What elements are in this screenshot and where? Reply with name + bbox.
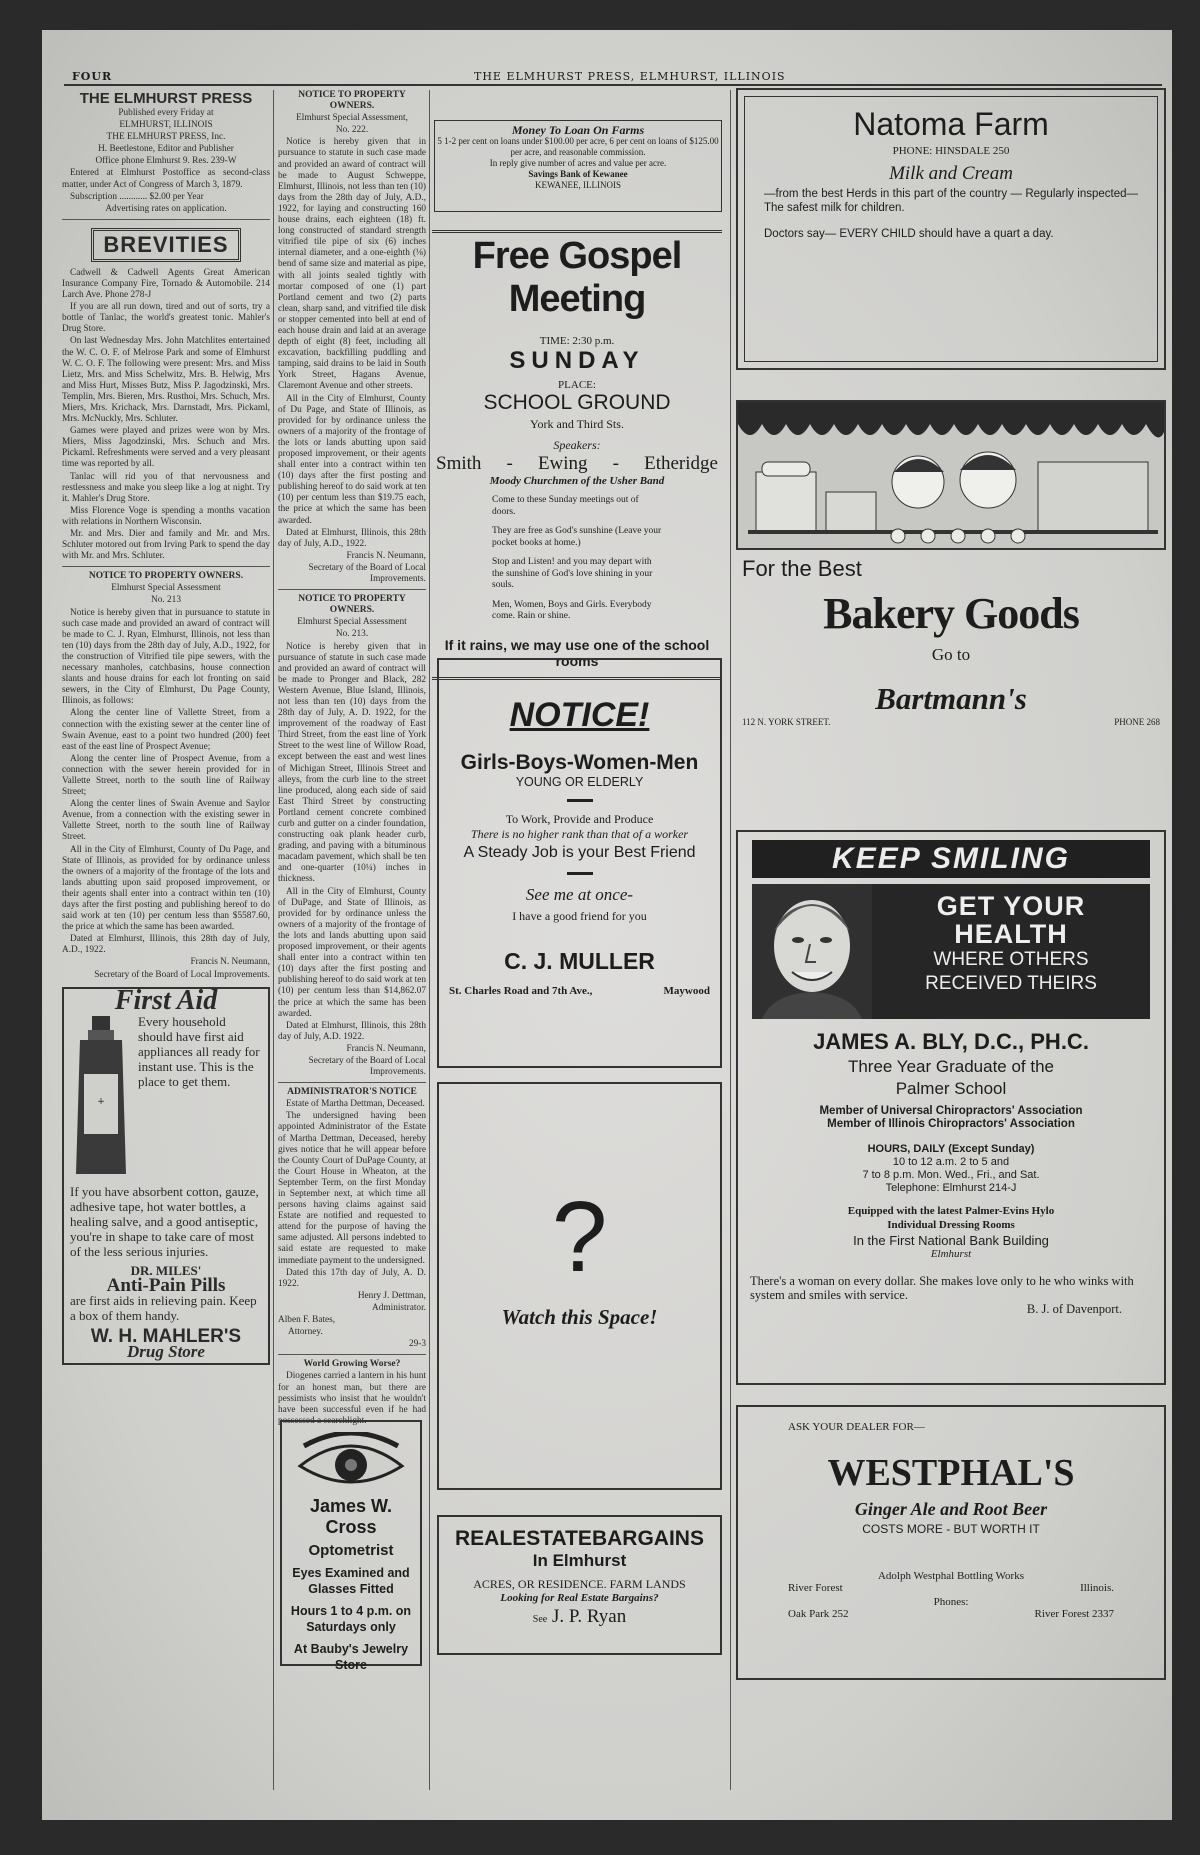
title-word: ESTATE [512, 1527, 592, 1550]
notice-paragraph: Along the center line of Prospect Avenue, from a connection with the sewer herein provided for in Vallette Street, north to the south line of Railway Street; [62, 753, 270, 798]
speakers-label: Speakers: [553, 438, 601, 452]
column-1 [62, 90, 270, 1800]
divider [62, 219, 270, 220]
notice-signature-title: Secretary of the Board of Local Improvements. [308, 562, 426, 585]
notice-code: 29-3 [408, 1339, 426, 1350]
bakery-phone: PHONE 268 [1114, 717, 1160, 727]
page-header [64, 68, 1162, 86]
ad-text: There is no higher rank than that of a worker [470, 827, 689, 841]
ad-text: Stop and Listen! and you may depart with the sunshine of God's love shining in your souls. [492, 557, 653, 590]
attorney-name: Alben F. Bates, [278, 1315, 336, 1326]
ad-location: In Elmhurst [532, 1551, 627, 1570]
divider [432, 230, 722, 233]
notice-subtitle: Elmhurst Special Assessment [111, 583, 221, 594]
address-street: St. Charles Road and 7th Ave., [449, 985, 593, 997]
meeting-place: SCHOOL GROUND [483, 391, 671, 414]
bakery-ad [736, 400, 1166, 795]
speakers-list [432, 453, 722, 475]
rain-note: If it rains, we may use one of the school rooms [444, 636, 710, 669]
quote-author: B. J. of Davenport. [1026, 1302, 1122, 1316]
ad-text: —from the best Herds in this part of the country — Regularly inspected— The safest milk for children. [764, 188, 1138, 214]
notice-paragraph: All in the City of Elmhurst, County of Du Page, and State of Illinois, as provided for by ordinance unless the owners of a majority of the frontage of the lots and lands abutting upon said proposed improvement, or their agents shall enter into a contract within ten (10) days after the first posting and publishing hereof to do said work at ten (10) per centum less than $5587.60, the price at which the same has been awarded. [62, 844, 270, 933]
divider [278, 589, 426, 590]
company-location [738, 1582, 1164, 1594]
ad-text: In reply give number of acres and value per acre. [489, 158, 667, 168]
advertiser-address [439, 985, 720, 997]
notice-paragraph: Notice is hereby given that in pursuance to statute in such case made and provided an award of contract will be made to August Schweppe, Elmhurst, Illinois, not less than ten (10) days from the 28th day of July, A.D., 1922, for laying and constructing 160 house drains, each eighteen (18) ft. long constructed of standard strength vitrified tile pipe of six (6) inches internal diameter, and a one-eighth (⅛) bend of same size and material as pipe, with all joints sealed tightly with mortar composed of one (1) part Portland cement and two (2) parts clean, sharp sand, and vitrified tile disk or stopper cemented into bell at end of each house drain and laid at an average depth of eight (8) feet, including all excavation, backfilling puddling and tamping, said drains to be laid in South York Street, Hagans Avenue, Claremont Avenue and other streets. [278, 137, 426, 392]
pub-line: Published every Friday at [118, 108, 214, 118]
notice-number: No. 213. [335, 629, 369, 640]
notice-paragraph: All in the City of Elmhurst, County of Du Page, and State of Illinois, as provided for by ordinance unless the owners of a majority of the frontage of the lots or lands abutting upon said proposed improvement, or their agents shall enter into a contract within ten (10) days after the first posting and publishing hereof to do said work at ten (10) per centum less than $19.75 each, the price at which the same has been awarded. [278, 393, 426, 526]
farm-loan-ad [434, 120, 722, 212]
shop-window-icon [738, 402, 1164, 548]
location-line: At Bauby's Jewelry Store [293, 1642, 409, 1672]
title-word: REAL [455, 1527, 513, 1550]
notice-date: Dated at Elmhurst, Illinois, this 28th day of July, A.D. 1922. [278, 1020, 426, 1042]
notice-date: Dated at Elmhurst, Illinois, this 28th day of July, A.D., 1922. [278, 527, 426, 549]
optometrist-ad [280, 1420, 422, 1672]
question-mark: ? [551, 1181, 608, 1293]
advertising-line: Advertising rates on application. [105, 203, 227, 214]
advertiser-name: C. J. MULLER [504, 948, 655, 974]
notice-number: No. 213 [151, 595, 181, 606]
ad-text: Men, Women, Boys and Girls. Everybody come. Rain or shine. [492, 599, 652, 621]
notice-signature: Francis N. Neumann, [346, 1043, 426, 1054]
column-rule [730, 90, 731, 1790]
agent-line [439, 1606, 720, 1628]
health-banner [752, 884, 1150, 1019]
banner-line: RECEIVED THEIRS [925, 973, 1097, 994]
watch-this-space-ad [437, 1082, 722, 1490]
page-number: FOUR [72, 70, 113, 83]
hours-line: Hours 1 to 4 p.m. on Saturdays only [290, 1604, 412, 1634]
equipment-line: Equipped with the latest Palmer-Evins Hylo [847, 1205, 1055, 1217]
divider [278, 1082, 426, 1083]
phones-label: Phones: [933, 1596, 969, 1608]
item-paragraph: Diogenes carried a lantern in his hunt for an honest man, but there are pessimists who insist that he wouldn't have been successful even if he had possessed a searchlight. [278, 1371, 426, 1426]
divider [278, 1354, 426, 1355]
ad-text: Go to [931, 645, 971, 664]
bakery-address: 112 N. YORK STREET. [742, 717, 831, 727]
ad-slogan: A Steady Job is your Best Friend [463, 844, 696, 861]
separator: - [506, 453, 513, 474]
column-rule [429, 90, 430, 1790]
notice-paragraph: Along the center lines of Swain Avenue and Saylor Avenue, from a connection with the existing sewer in Vallette Street, north to the south line of Railway Street. [62, 799, 270, 843]
band-name: Moody Churchmen of the Usher Band [489, 475, 665, 487]
svg-text:+: + [97, 1096, 105, 1107]
notice-paragraph: All in the City of Elmhurst, County of DuPage, and State of Illinois, as provided for by ordinance unless the owners of a majority of the frontage of the lots and lands abutting upon said proposed improvement, or their agents shall enter into a contract within ten (10) days after the first posting and publishing hereof to do said work at ten (10) per centum less than $14,862.07 the price at which the same has been awarded. [278, 886, 426, 1019]
chiropractor-ad [736, 830, 1166, 1385]
first-aid-ad [62, 984, 270, 1365]
hours-line: 10 to 12 a.m. 2 to 5 and [892, 1156, 1010, 1168]
brevity-item: Tanlac will rid you of that nervousness and restlessness and make you sleep like a log at night. Try it. Mahler's Drug Store. [62, 471, 270, 504]
notice-number: No. 222. [335, 125, 369, 136]
notice-subtitle: Elmhurst Special Assessment [297, 617, 407, 628]
banner-line: GET YOUR [936, 891, 1086, 921]
column-rule [273, 90, 274, 1790]
gospel-meeting-ad [432, 230, 722, 669]
separator: - [612, 453, 619, 474]
publisher-line: THE ELMHURST PRESS, Inc. [106, 132, 226, 143]
bakery-contact [736, 717, 1166, 727]
quote-text: There's a woman on every dollar. She makes love only to he who winks with system and smiles with service. [750, 1274, 1134, 1302]
first-aid-text: Every household should have first aid appliances all ready for instant use. This is the place to get them. [138, 1013, 260, 1089]
credential-line: Palmer School [895, 1079, 1007, 1098]
property-types: ACRES, OR RESIDENCE. FARM LANDS [473, 1577, 686, 1591]
product-name: Anti-Pain Pills [106, 1274, 226, 1296]
divider [62, 566, 270, 567]
notice-paragraph: The undersigned having been appointed Administrator of the Estate of Martha Dettman, Deceased, hereby gives notice that he will appear before the County Court of DuPage County, at the Court House in Wheaton, at the September Term, on the first Monday in September next, at which time all persons having claims against said Estate are notified and requested to attend for the purpose of having the same adjusted. All persons indebted to said estate are requested to make immediate payment to the undersigned. [278, 1111, 426, 1266]
ad-text: To Work, Provide and Produce [505, 812, 654, 826]
ad-products: Ginger Ale and Root Beer [854, 1499, 1048, 1519]
speaker-name: Smith [436, 453, 482, 474]
ad-title: Natoma Farm [853, 106, 1049, 142]
first-aid-title: First Aid [114, 984, 218, 1016]
meeting-time: TIME: 2:30 p.m. [539, 335, 615, 347]
employment-notice-ad [437, 658, 722, 1068]
location-line: In the First National Bank Building [853, 1233, 1049, 1248]
ad-slogan: COSTS MORE - BUT WORTH IT [862, 1522, 1040, 1536]
brevity-item: Cadwell & Cadwell Agents Great American Insurance Company Fire, Tornado & Automobile. 214 Larch Ave. Phone 278-J [62, 267, 270, 301]
phone-line: Office phone Elmhurst 9. Res. 239-W [95, 156, 237, 167]
notice-signature: Francis N. Neumann, [190, 957, 270, 968]
notice-title: NOTICE TO PROPERTY OWNERS. [298, 90, 406, 112]
brand-name: DR. MILES' [130, 1262, 202, 1278]
paper-title: THE ELMHURST PRESS [79, 90, 253, 107]
attorney-title: Attorney. [288, 1327, 323, 1338]
credential-line: Three Year Graduate of the [847, 1057, 1055, 1076]
phone-number: River Forest 2337 [1034, 1608, 1114, 1620]
bottle-icon [70, 1014, 132, 1184]
notice-title: ADMINISTRATOR'S NOTICE [287, 1087, 417, 1098]
ad-text: 5 1-2 per cent on loans under $100.00 per acre, 6 per cent on loans of $125.00 per acre, and reasonable commission. [437, 136, 719, 157]
natoma-farm-ad [736, 88, 1166, 370]
notice-title: NOTICE TO PROPERTY OWNERS. [88, 571, 244, 582]
meeting-streets: York and Third Sts. [530, 417, 624, 431]
notice-paragraph: Along the center line of Vallette Street, from a connection with the existing sewer at the center line of Swain Avenue, east to a point two hundred (200) feet east of the east line of Prospect Avenue; [62, 708, 270, 752]
bank-town: KEWANEE, ILLINOIS [535, 180, 621, 190]
notice-signature: Francis N. Neumann, [346, 550, 426, 561]
bakery-name: Bartmann's [875, 681, 1027, 716]
brevity-item: Mr. and Mrs. Dier and family and Mr. and Mrs. Schluter motored out from Irving Park to spend the day with Mr. and Mrs. Schluter. [62, 529, 270, 562]
see-label: See [532, 1614, 548, 1625]
divider [567, 872, 593, 875]
banner-line: HEALTH [954, 919, 1068, 949]
phone-numbers [738, 1608, 1164, 1620]
city-line: ELMHURST, ILLINOIS [119, 120, 213, 131]
notice-signature: Henry J. Dettman, [357, 1290, 426, 1301]
title-word: BARGAINS [591, 1527, 704, 1550]
notice-signature-title: Administrator. [372, 1302, 426, 1313]
hours-heading: HOURS, DAILY (Except Sunday) [867, 1143, 1035, 1155]
notice-paragraph: Notice is hereby given that in pursuance to statute in such case made and provided an award of contract will be made to C. J. Ryan, Elmhurst, Illinois, not less than ten (10) days from the 28th day of July, A.D., 1922, for the construction of Vitrified tile pipe sewers, with the necessary manholes, catchbasins, house connection slants and house drains for each lot fronting on said sewers, in the City of Elmhurst, Du Page County, Illinois, as follows: [62, 607, 270, 707]
phone-line: Telephone: Elmhurst 214-J [885, 1182, 1017, 1194]
speaker-name: Ewing [537, 453, 588, 474]
ad-phone: PHONE: HINSDALE 250 [892, 145, 1010, 157]
brevity-item: Games were played and prizes were won by Mrs. Miers, Miss Jagodzinski, Mrs. Schuch and Mrs. Pickaml. Refreshments were served and a very pleasant time was reported by all. [62, 426, 270, 470]
item-title: World Growing Worse? [303, 1359, 401, 1370]
service-line: Eyes Examined and Glasses Fitted [292, 1566, 410, 1596]
ad-title: NOTICE! [509, 696, 650, 734]
agent-name: J. P. Ryan [552, 1606, 627, 1627]
notice-signature-title: Secretary of the Board of Local Improvements. [308, 1055, 426, 1078]
ad-text: Come to these Sunday meetings out of doors. [492, 495, 639, 517]
notice-subtitle: Elmhurst Special Assessment, [296, 113, 408, 124]
ad-title: Bakery Goods [823, 589, 1079, 638]
ad-text: They are free as God's sunshine (Leave your pocket books at home.) [492, 526, 662, 548]
optometrist-name: James W. Cross [309, 1496, 393, 1537]
portrait-icon [752, 884, 872, 1019]
ad-text: I have a good friend for you [512, 909, 647, 923]
notice-date: Dated at Elmhurst, Illinois, this 28th day of July, A.D., 1922. [62, 934, 270, 956]
address-town: Maywood [663, 985, 710, 997]
newspaper-page [42, 30, 1172, 1820]
membership-line: Member of Illinois Chiropractors' Association [827, 1118, 1075, 1130]
phone-number: Oak Park 252 [788, 1608, 849, 1620]
hours-line: 7 to 8 p.m. Mon. Wed., Fri., and Sat. [862, 1169, 1040, 1181]
notice-paragraph: Estate of Martha Dettman, Deceased. [286, 1099, 425, 1110]
notice-title: NOTICE TO PROPERTY OWNERS. [298, 594, 406, 616]
store-name: W. H. MAHLER'S [90, 1325, 242, 1347]
ad-title [439, 1527, 720, 1551]
health-text [872, 884, 1150, 1019]
brevities-heading: BREVITIES [91, 228, 241, 262]
membership-line: Member of Universal Chiropractors' Association [819, 1105, 1083, 1117]
brevity-item: Miss Florence Voge is spending a months vacation with relations in Northern Wisconsin. [62, 505, 270, 527]
audience-line: Girls-Boys-Women-Men [460, 751, 699, 774]
ad-title: WESTPHAL'S [827, 1452, 1075, 1494]
company-name: Adolph Westphal Bottling Works [877, 1570, 1025, 1582]
eye-icon [296, 1432, 406, 1492]
rooms-line: Individual Dressing Rooms [887, 1219, 1015, 1231]
ad-title: Free Gospel Meeting [472, 235, 682, 320]
company-state: Illinois. [1080, 1582, 1114, 1594]
town-line: Elmhurst [930, 1248, 972, 1260]
brevity-item: If you are all run down, tired and out of sorts, try a bottle of Tanlac, the world's greatest tonic. Mahler's Drug Store. [62, 302, 270, 335]
optometrist-title: Optometrist [308, 1542, 394, 1559]
notice-paragraph: Notice is hereby given that in pursuance of statute in such case made and provided an award of contract will be made to Pronger and Black, 282 Western Avenue, Blue Island, Illinois, not less than ten (10) days from the 28th day of July, A. D. 1922, for the improvement of the roadway of East Third Street, from the east line of York Street to the west line of Willow Road, except between the east and west lines of Michigan Street, Illinois Street and alleys, from the curb line to the street line produced, along each side of said East Third Street by constructing Portland cement concrete combined curb and gutter on a cinder foundation, constructing oak plank header curb, grading, and paving with a bituminous macadam pavement, which shall be ten and one-quarter (10¼) inches in thickness. [278, 641, 426, 885]
bakery-illustration [736, 400, 1166, 550]
real-estate-ad [437, 1515, 722, 1655]
ad-title: Money To Loan On Farms [511, 123, 645, 137]
doctor-name: JAMES A. BLY, D.C., PH.C. [813, 1029, 1089, 1054]
ad-text: Watch this Space! [501, 1305, 658, 1329]
audience-sub: YOUNG OR ELDERLY [515, 775, 644, 789]
divider [567, 799, 593, 802]
ad-lead: ASK YOUR DEALER FOR— [788, 1421, 925, 1433]
company-town: River Forest [788, 1582, 843, 1594]
ad-question: Looking for Real Estate Bargains? [500, 1592, 659, 1604]
store-type: Drug Store [127, 1341, 205, 1361]
ad-text: Doctors say— EVERY CHILD should have a quart a day. [764, 228, 1054, 240]
speaker-name: Etheridge [644, 453, 718, 474]
westphal-ad [736, 1405, 1166, 1680]
notice-date: Dated this 17th day of July, A. D. 1922. [278, 1267, 426, 1289]
first-aid-text: If you have absorbent cotton, gauze, adhesive tape, hot water bottles, a healing salve, and a good antiseptic, you're in shape to take care of most of the less serious injuries. [70, 1183, 259, 1259]
first-aid-text: are first aids in relieving pain. Keep a box of them handy. [70, 1292, 257, 1323]
ad-lead: For the Best [742, 556, 862, 581]
subscription-line: Subscription ............ $2.00 per Year [70, 191, 204, 202]
frame [744, 96, 1158, 362]
ad-text: See me at once- [525, 885, 634, 904]
meeting-day: SUNDAY [509, 347, 645, 374]
quote-block [738, 1274, 1164, 1316]
brevity-item: On last Wednesday Mrs. John Matchlites entertained the W. C. O. F. of Melrose Park and some of Elmhurst W. C. O. F. The following were present: Mrs. and Miss Lietz, Mrs. and Miss Schelwitz, Mrs. B. Helwig, Mrs and Miss Hurt, Misses Butz, Miss P. Jagodzinski, Mrs. Templin, Mrs. Bieren, Mrs. Rusthoi, Mrs. Schuch, Mrs. Miers, Mrs. Krichack, Mrs. Darnstadt, Mrs. Pickaml, Mrs. McNuckly, Mrs. Schluter. [62, 336, 270, 425]
bank-name: Savings Bank of Kewanee [528, 169, 628, 179]
notice-signature-title: Secretary of the Board of Local Improvements. [94, 969, 270, 980]
ad-products: Milk and Cream [889, 163, 1013, 184]
banner-line: WHERE OTHERS [933, 949, 1089, 970]
entry-line: Entered at Elmhurst Postoffice as second-class matter, under Act of Congress of March 3, 1879. [62, 168, 270, 190]
place-label: PLACE: [558, 379, 596, 391]
keep-smiling-banner: KEEP SMILING [752, 840, 1150, 878]
editor-line: H. Beetlestone, Editor and Publisher [98, 144, 234, 155]
running-title: THE ELMHURST PRESS, ELMHURST, ILLINOIS [474, 70, 786, 83]
